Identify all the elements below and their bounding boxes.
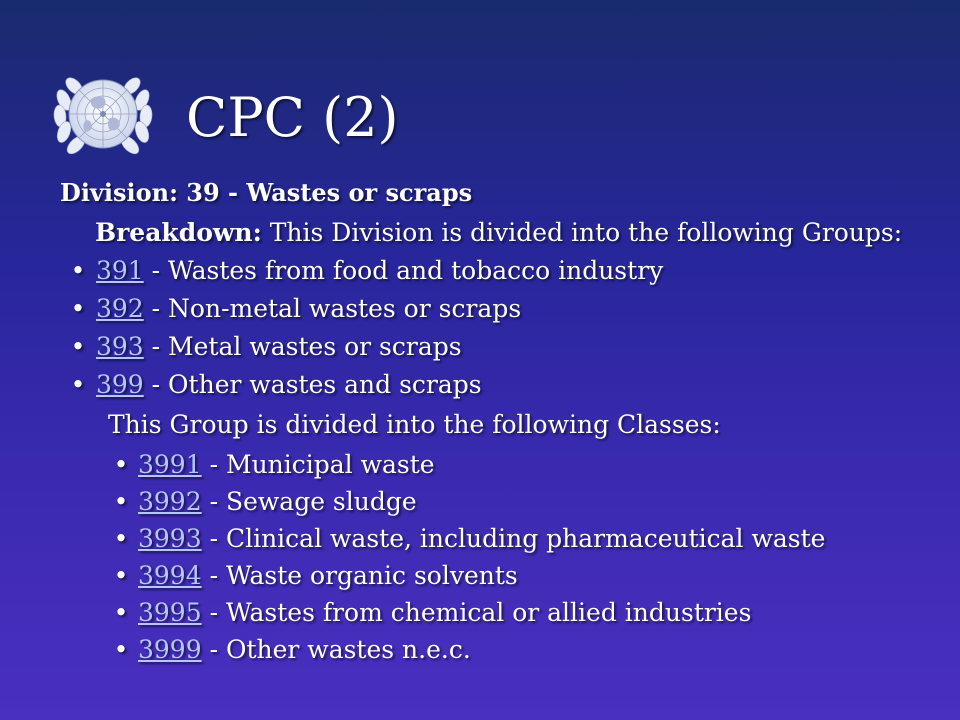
bullet: •	[113, 450, 129, 479]
class-code-link[interactable]: 3999	[138, 635, 202, 664]
page-title: CPC (2)	[186, 86, 399, 149]
list-item	[60, 294, 663, 332]
bullet: •	[70, 370, 86, 399]
class-text: - Other wastes n.e.c.	[201, 635, 471, 664]
bullet: •	[70, 294, 86, 323]
class-code-link[interactable]: 3993	[138, 524, 202, 553]
breakdown-text: This Division is divided into the following Groups:	[261, 218, 903, 247]
list-item	[104, 450, 825, 487]
bullet: •	[70, 256, 86, 285]
breakdown-line	[95, 218, 902, 248]
bullet: •	[113, 524, 129, 553]
list-item	[60, 256, 663, 294]
class-text: - Clinical waste, including pharmaceutical waste	[201, 524, 826, 553]
list-item	[60, 332, 663, 370]
group-text: - Wastes from food and tobacco industry	[143, 256, 664, 285]
list-item	[104, 598, 825, 635]
group-code-link[interactable]: 392	[96, 294, 144, 323]
group-code-link[interactable]: 393	[96, 332, 144, 361]
bullet: •	[113, 598, 129, 627]
group-code-link[interactable]: 391	[96, 256, 144, 285]
bullet: •	[113, 487, 129, 516]
classes-intro: This Group is divided into the following Classes:	[108, 410, 721, 439]
un-emblem-icon	[50, 70, 156, 162]
list-item	[104, 524, 825, 561]
class-list	[104, 450, 825, 672]
group-text: - Metal wastes or scraps	[143, 332, 462, 361]
group-text: - Non-metal wastes or scraps	[143, 294, 522, 323]
group-text: - Other wastes and scraps	[143, 370, 482, 399]
class-text: - Sewage sludge	[201, 487, 417, 516]
breakdown-label: Breakdown:	[95, 218, 262, 247]
class-text: - Waste organic solvents	[201, 561, 518, 590]
class-code-link[interactable]: 3992	[138, 487, 202, 516]
class-text: - Municipal waste	[201, 450, 435, 479]
bullet: •	[113, 561, 129, 590]
bullet: •	[113, 635, 129, 664]
list-item	[104, 487, 825, 524]
list-item	[104, 635, 825, 672]
bullet: •	[70, 332, 86, 361]
list-item	[104, 561, 825, 598]
group-list	[60, 256, 663, 408]
group-code-link[interactable]: 399	[96, 370, 144, 399]
division-heading: Division: 39 - Wastes or scraps	[60, 178, 473, 207]
class-text: - Wastes from chemical or allied industries	[201, 598, 752, 627]
class-code-link[interactable]: 3995	[138, 598, 202, 627]
list-item	[60, 370, 663, 408]
class-code-link[interactable]: 3991	[138, 450, 202, 479]
class-code-link[interactable]: 3994	[138, 561, 202, 590]
